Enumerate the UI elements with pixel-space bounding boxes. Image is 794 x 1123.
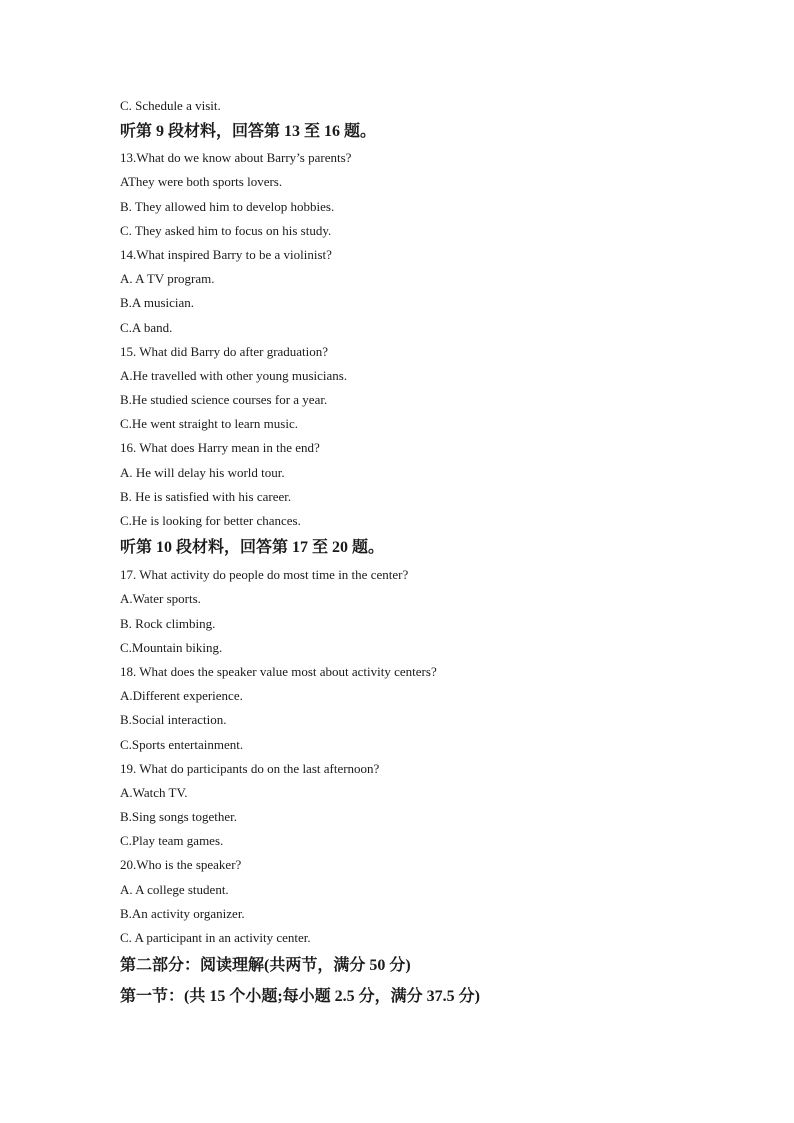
question-block-10: [120, 563, 720, 950]
text-line: 15. What did Barry do after graduation?: [120, 343, 329, 359]
text-line: 20.Who is the speaker?: [120, 857, 242, 873]
text-line: C. A participant in an activity center.: [120, 930, 311, 945]
section-one-title: 第一节：(共 15 个小题;每小题 2.5 分，满分 37.5 分): [120, 988, 480, 1006]
text-line: 13.What do we know about Barry’s parents?: [120, 150, 352, 166]
top-lines: [120, 94, 720, 118]
text-line: C. They asked him to focus on his study.: [120, 222, 332, 238]
text-line: 14.What inspired Barry to be a violinist?: [120, 246, 332, 262]
text-line: C. Schedule a visit.: [120, 98, 221, 113]
text-line: A.He travelled with other young musicians.: [120, 367, 348, 383]
section-heading-9: 听第 9 段材料，回答第 13 至 16 题。: [120, 123, 377, 141]
text-line: C.Mountain biking.: [120, 639, 223, 655]
text-line: B.An activity organizer.: [120, 905, 245, 921]
document-content: [120, 94, 720, 1012]
text-line: B.Social interaction.: [120, 712, 227, 728]
text-line: C.Play team games.: [120, 833, 224, 849]
text-line: 19. What do participants do on the last afternoon?: [120, 760, 380, 776]
text-line: A. He will delay his world tour.: [120, 464, 285, 480]
text-line: B.A musician.: [120, 295, 195, 311]
text-line: AThey were both sports lovers.: [120, 174, 283, 190]
text-line: B. Rock climbing.: [120, 615, 216, 631]
text-line: 18. What does the speaker value most about activity centers?: [120, 663, 437, 679]
text-line: B. They allowed him to develop hobbies.: [120, 198, 335, 214]
text-line: C.He is looking for better chances.: [120, 513, 301, 528]
text-line: A.Water sports.: [120, 591, 201, 607]
text-line: A. A TV program.: [120, 271, 215, 287]
question-block-9: [120, 146, 720, 533]
part-two-title: 第二部分：阅读理解(共两节，满分 50 分): [120, 957, 411, 975]
section-heading-10: 听第 10 段材料，回答第 17 至 20 题。: [120, 539, 385, 557]
text-line: A.Watch TV.: [120, 784, 188, 800]
text-line: 16. What does Harry mean in the end?: [120, 440, 320, 456]
text-line: B.Sing songs together.: [120, 809, 238, 825]
text-line: B.He studied science courses for a year.: [120, 392, 328, 408]
text-line: A.Different experience.: [120, 688, 243, 704]
text-line: B. He is satisfied with his career.: [120, 488, 292, 504]
text-line: A. A college student.: [120, 881, 229, 897]
text-line: C.Sports entertainment.: [120, 736, 244, 752]
text-line: C.He went straight to learn music.: [120, 416, 298, 432]
text-line: C.A band.: [120, 319, 173, 335]
text-line: 17. What activity do people do most time in the center?: [120, 567, 409, 583]
